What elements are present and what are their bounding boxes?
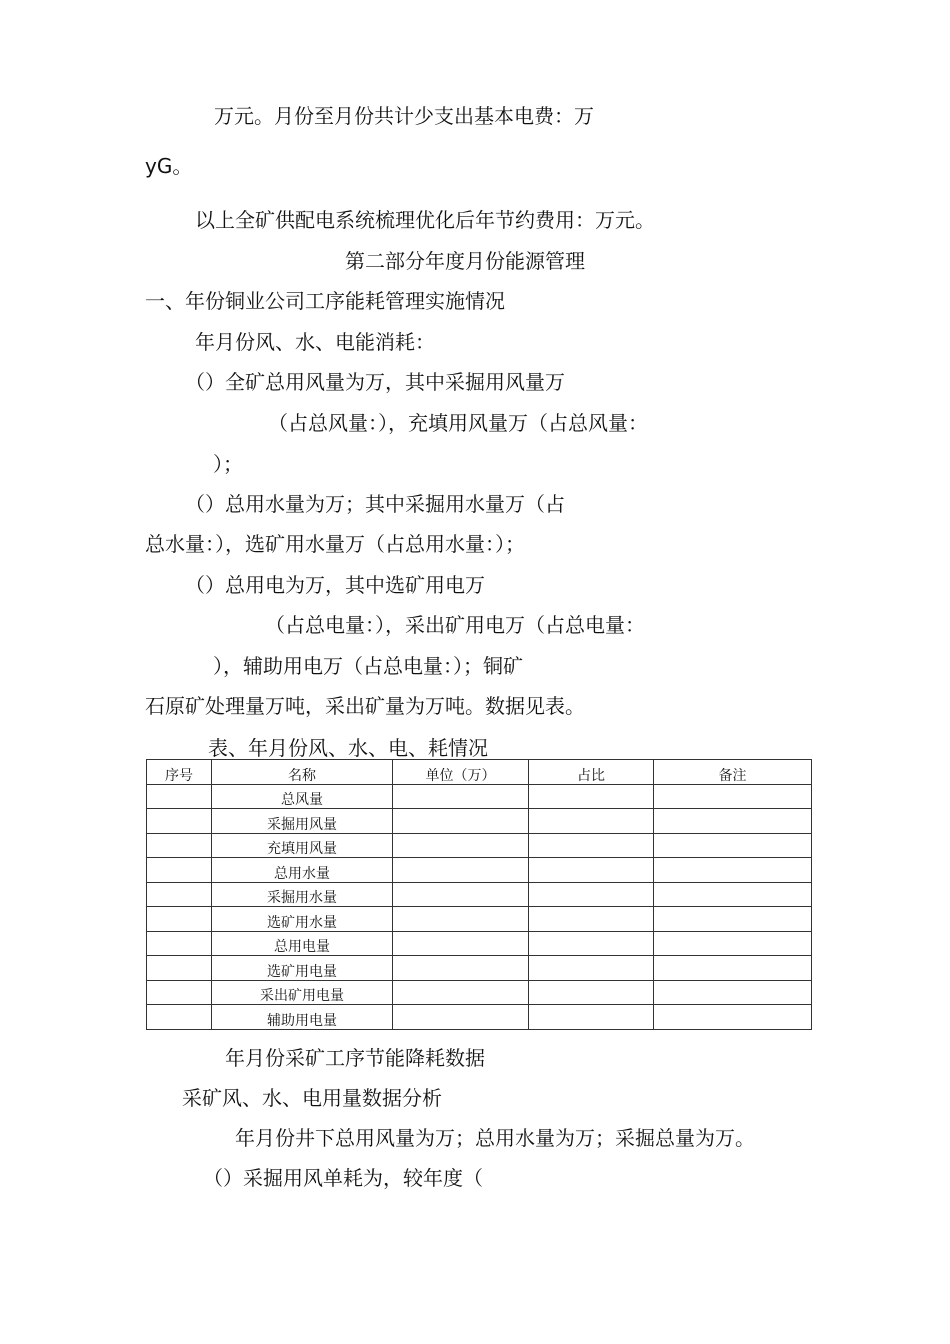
header-cell: 单位（万） <box>393 760 529 785</box>
table-cell <box>393 882 529 907</box>
text-line: （）总用水量为万；其中采掘用水量万（占 <box>185 492 565 516</box>
table-cell <box>654 931 812 956</box>
table-cell <box>529 882 654 907</box>
table-row <box>147 882 812 907</box>
table-cell <box>147 858 212 883</box>
table-cell <box>654 833 812 858</box>
table-cell <box>654 784 812 809</box>
text-line: （）总用电为万，其中选矿用电万 <box>185 573 485 597</box>
table-row <box>147 858 812 883</box>
table-cell: 总用水量 <box>212 858 393 883</box>
table-cell <box>654 858 812 883</box>
table-cell <box>393 931 529 956</box>
table-row <box>147 907 812 932</box>
table-cell <box>147 809 212 834</box>
table-cell: 采掘用水量 <box>212 882 393 907</box>
table-cell <box>529 907 654 932</box>
table-cell <box>654 956 812 981</box>
header-cell: 序号 <box>147 760 212 785</box>
text-line: yG。 <box>145 154 193 178</box>
table-cell <box>147 931 212 956</box>
table-cell <box>147 907 212 932</box>
text-line: 万元。月份至月份共计少支出基本电费：万 <box>214 104 594 128</box>
table-cell <box>393 858 529 883</box>
text-line: ），辅助用电万（占总电量：）；铜矿 <box>213 654 523 678</box>
table-cell <box>393 784 529 809</box>
table-cell <box>147 833 212 858</box>
table-caption: 表、年月份风、水、电、耗情况 <box>208 736 488 760</box>
table-row <box>147 784 812 809</box>
table-cell <box>147 956 212 981</box>
table-cell: 总风量 <box>212 784 393 809</box>
table-header-row <box>147 760 812 785</box>
table-cell: 采掘用风量 <box>212 809 393 834</box>
table-cell <box>529 956 654 981</box>
text-line: 石原矿处理量万吨，采出矿量为万吨。数据见表。 <box>145 694 585 718</box>
table-cell: 选矿用水量 <box>212 907 393 932</box>
table-cell: 总用电量 <box>212 931 393 956</box>
table-cell <box>393 956 529 981</box>
text-line: 总水量：），选矿用水量万（占总用水量：）； <box>145 532 525 556</box>
text-line: 年月份井下总用风量为万；总用水量为万；采掘总量为万。 <box>235 1126 755 1150</box>
energy-consumption-table <box>146 759 812 1030</box>
table-cell <box>147 784 212 809</box>
section-heading: 第二部分年度月份能源管理 <box>345 249 585 273</box>
text-line: 以上全矿供配电系统梳理优化后年节约费用：万元。 <box>195 208 655 232</box>
table-cell <box>654 907 812 932</box>
table-cell <box>393 980 529 1005</box>
table-row <box>147 809 812 834</box>
header-cell: 占比 <box>529 760 654 785</box>
table-cell: 采出矿用电量 <box>212 980 393 1005</box>
table-row <box>147 1005 812 1030</box>
table-row <box>147 931 812 956</box>
table-cell <box>654 809 812 834</box>
table-cell <box>147 980 212 1005</box>
table-cell <box>393 833 529 858</box>
text-line: （）全矿总用风量为万，其中采掘用风量万 <box>185 370 565 394</box>
table-row <box>147 833 812 858</box>
table-cell <box>529 1005 654 1030</box>
table-cell <box>393 809 529 834</box>
subsection-heading: 一、年份铜业公司工序能耗管理实施情况 <box>145 289 505 313</box>
table-cell <box>529 833 654 858</box>
table-cell: 辅助用电量 <box>212 1005 393 1030</box>
table-cell: 选矿用电量 <box>212 956 393 981</box>
table-cell <box>147 882 212 907</box>
text-line: 年月份风、水、电能消耗： <box>195 330 435 354</box>
table-cell <box>529 980 654 1005</box>
table-row <box>147 956 812 981</box>
table-cell <box>529 858 654 883</box>
subsection-heading: 采矿风、水、电用量数据分析 <box>182 1086 442 1110</box>
table-cell <box>529 784 654 809</box>
table-cell: 充填用风量 <box>212 833 393 858</box>
table-cell <box>654 1005 812 1030</box>
table-row <box>147 980 812 1005</box>
header-cell: 备注 <box>654 760 812 785</box>
header-cell: 名称 <box>212 760 393 785</box>
table-cell <box>147 1005 212 1030</box>
table-cell <box>393 907 529 932</box>
table-cell <box>393 1005 529 1030</box>
table-cell <box>654 882 812 907</box>
text-line: （占总风量：），充填用风量万（占总风量： <box>268 411 648 435</box>
text-line: ）； <box>213 452 243 476</box>
subsection-heading: 年月份采矿工序节能降耗数据 <box>225 1046 485 1070</box>
table-cell <box>529 931 654 956</box>
table-cell <box>654 980 812 1005</box>
text-line: （占总电量：），采出矿用电万（占总电量： <box>265 613 645 637</box>
table-cell <box>529 809 654 834</box>
text-line: （）采掘用风单耗为，较年度（ <box>203 1166 483 1190</box>
